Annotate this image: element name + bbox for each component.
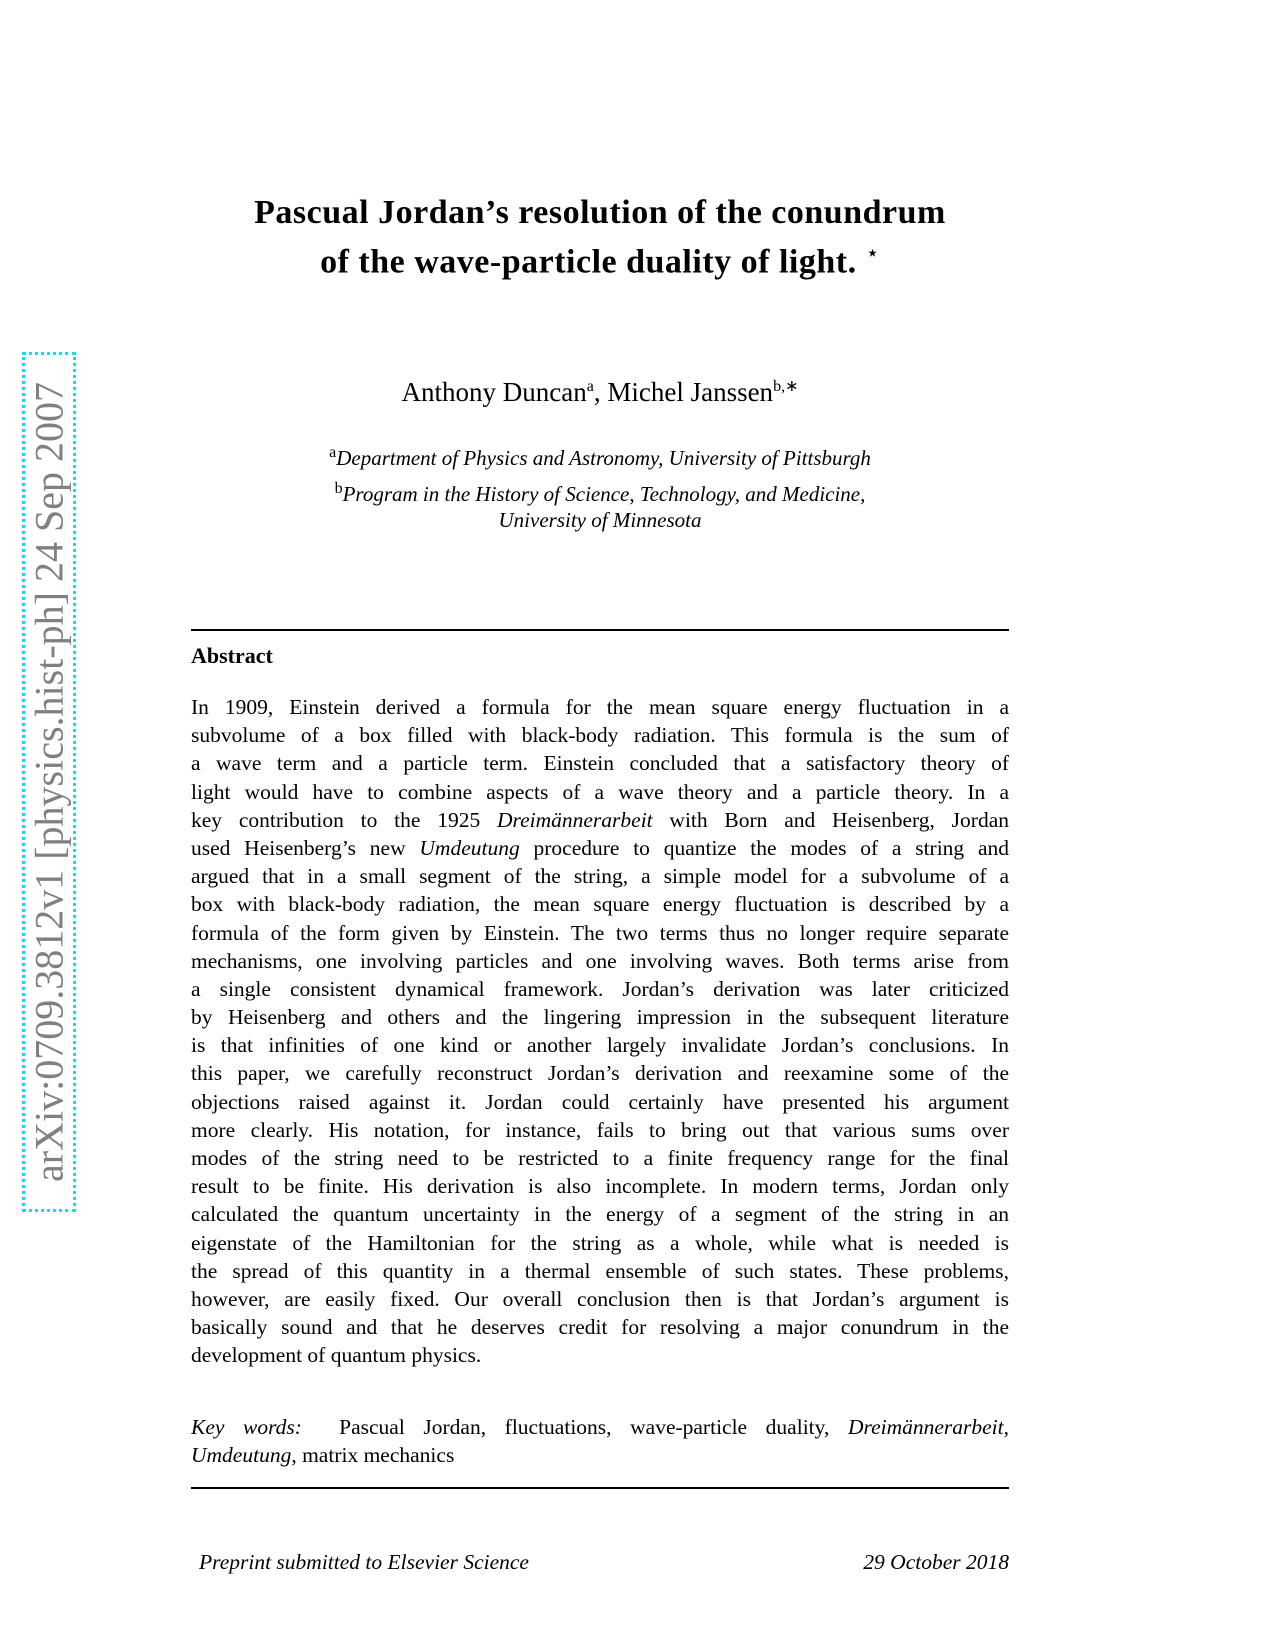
abstract-text: eigenstate of the Hamiltonian for the string as a whole, while what is needed is	[191, 1230, 1009, 1255]
abstract-line	[191, 1116, 1009, 1144]
affiliation-b-marker: b	[334, 480, 343, 497]
abstract-body	[191, 693, 1009, 1370]
abstract-text: basically sound and that he deserves credit for resolving a major conundrum in the	[191, 1315, 1009, 1340]
title-line-2	[0, 240, 1200, 281]
abstract-text: is that infinities of one kind or another largely invalidate Jordan’s conclusions. In	[191, 1033, 1009, 1058]
keywords-line-1	[191, 1413, 1009, 1441]
abstract-line	[191, 1144, 1009, 1172]
abstract-line	[191, 1229, 1009, 1257]
affiliation-b-text: Program in the History of Science, Technology, and Medicine,	[342, 482, 866, 506]
abstract-text: calculated the quantum uncertainty in the energy of a segment of the string in an	[191, 1202, 1009, 1227]
abstract-text: with Born and Heisenberg, Jordan	[652, 807, 1009, 832]
keywords-text: Pascual Jordan, fluctuations, wave-particle duality,	[339, 1415, 848, 1439]
affiliation-b	[0, 480, 1200, 507]
keywords-text-2: , matrix mechanics	[291, 1443, 455, 1468]
abstract-text: In 1909, Einstein derived a formula for the mean square energy fluctuation in a	[191, 695, 1009, 719]
author-separator: ,	[593, 377, 608, 407]
arxiv-identifier: arXiv:0709.3812v1 [physics.hist-ph] 24 Sep 2007	[26, 382, 72, 1182]
abstract-line	[191, 1341, 1009, 1369]
abstract-line	[191, 947, 1009, 975]
keyword-dreimaennerarbeit: Dreimännerarbeit	[847, 1415, 1004, 1439]
abstract-line	[191, 778, 1009, 806]
abstract-text: a wave term and a particle term. Einstein concluded that a satisfactory theory of	[191, 751, 1009, 776]
abstract-text: light would have to combine aspects of a wave theory and a particle theory. In a	[191, 779, 1009, 804]
abstract-text: mechanisms, one involving particles and one involving waves. Both terms arise from	[191, 948, 1009, 973]
abstract-text: formula of the form given by Einstein. The two terms thus no longer require separate	[191, 920, 1009, 945]
abstract-text: this paper, we carefully reconstruct Jordan’s derivation and reexamine some of the	[191, 1061, 1009, 1086]
affiliation-a	[0, 444, 1200, 471]
abstract-italic-term: Dreimännerarbeit	[497, 807, 653, 832]
abstract-line	[191, 1257, 1009, 1285]
abstract-line	[191, 890, 1009, 918]
abstract-text: box with black-body radiation, the mean square energy fluctuation is described by a	[191, 892, 1009, 917]
footer-preprint-note: Preprint submitted to Elsevier Science	[199, 1550, 529, 1574]
abstract-text: procedure to quantize the modes of a string and	[519, 835, 1009, 860]
author-janssen: Michel Janssen	[607, 377, 774, 407]
abstract-line	[191, 721, 1009, 749]
author-duncan: Anthony Duncan	[401, 377, 587, 407]
abstract-heading: Abstract	[191, 643, 273, 668]
abstract-line	[191, 806, 1009, 834]
abstract-text: used Heisenberg’s new	[191, 835, 420, 860]
keywords-line-2	[191, 1441, 1009, 1470]
keywords	[191, 1413, 1009, 1470]
author-janssen-affil: b,∗	[773, 378, 799, 395]
abstract-text: by Heisenberg and others and the lingering impression in the subsequent literature	[191, 1005, 1009, 1030]
keywords-label: Key words:	[191, 1415, 302, 1439]
abstract-text: result to be finite. His derivation is also incomplete. In modern terms, Jordan only	[191, 1174, 1009, 1199]
abstract-text: key contribution to the 1925	[191, 807, 497, 832]
abstract-text: however, are easily fixed. Our overall conclusion then is that Jordan’s argument is	[191, 1286, 1009, 1311]
bottom-rule	[191, 1487, 1009, 1489]
abstract-line	[191, 834, 1009, 862]
abstract-line	[191, 1003, 1009, 1031]
title-line-2-text: of the wave-particle duality of light.	[320, 243, 857, 281]
abstract-text: development of quantum physics.	[191, 1343, 482, 1368]
top-rule	[191, 629, 1009, 631]
title-line-1: Pascual Jordan’s resolution of the conundrum	[254, 194, 946, 231]
abstract-text: the spread of this quantity in a thermal ensemble of such states. These problems,	[191, 1258, 1009, 1283]
abstract-line	[191, 749, 1009, 777]
keywords-comma: ,	[1003, 1415, 1009, 1439]
abstract-line	[191, 1285, 1009, 1313]
abstract-text: objections raised against it. Jordan could certainly have presented his argument	[191, 1089, 1009, 1114]
abstract-text: subvolume of a box filled with black-body radiation. This formula is the sum of	[191, 723, 1009, 748]
abstract-text: modes of the string need to be restricted to a finite frequency range for the final	[191, 1146, 1009, 1170]
title-footnote-star: ⋆	[865, 240, 880, 265]
abstract-text: a single consistent dynamical framework. Jordan’s derivation was later criticized	[191, 976, 1009, 1001]
abstract-text: argued that in a small segment of the string, a simple model for a subvolume of a	[191, 864, 1009, 889]
abstract-text: more clearly. His notation, for instance, fails to bring out that various sums over	[191, 1117, 1009, 1142]
abstract-line	[191, 1059, 1009, 1087]
author-duncan-affil: a	[586, 378, 594, 395]
abstract-line	[191, 1200, 1009, 1228]
abstract-line	[191, 693, 1009, 721]
abstract-line	[191, 1172, 1009, 1200]
abstract-line	[191, 862, 1009, 890]
abstract-line	[191, 1031, 1009, 1059]
abstract-line	[191, 1088, 1009, 1116]
abstract-line	[191, 1313, 1009, 1341]
affiliation-a-text: Department of Physics and Astronomy, University of Pittsburgh	[336, 446, 871, 470]
affiliation-b-line-2: University of Minnesota	[498, 508, 702, 532]
abstract-line	[191, 919, 1009, 947]
keyword-umdeutung: Umdeutung	[191, 1443, 292, 1468]
affiliation-a-marker: a	[329, 444, 337, 461]
author-list	[0, 376, 1200, 408]
abstract-italic-term: Umdeutung	[419, 835, 520, 860]
footer-date: 29 October 2018	[863, 1550, 1009, 1574]
abstract-line	[191, 975, 1009, 1003]
